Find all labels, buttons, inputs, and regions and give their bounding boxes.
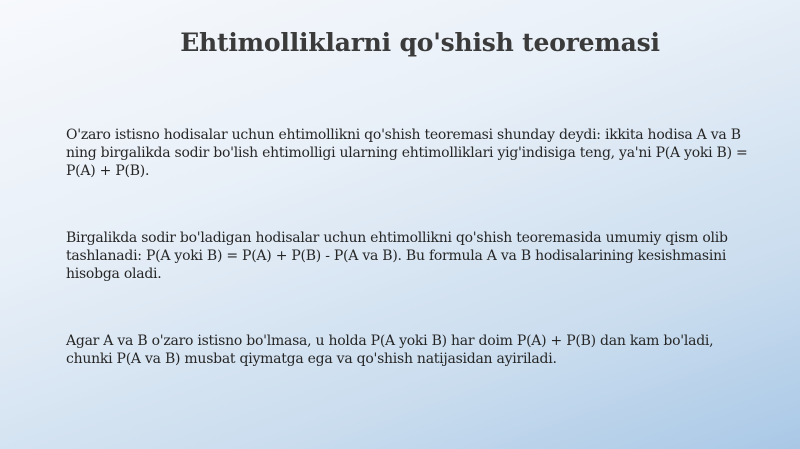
slide-title: Ehtimolliklarni qo'shish teoremasi	[180, 28, 660, 57]
paragraph-mutually-exclusive: O'zaro istisno hodisalar uchun ehtimollikni qo'shish teoremasi shunday deydi: ikkita hodisa A va B ning birgalikda sodir bo'lish ehtimolligi ularning ehtimolliklari yig'indisiga teng, ya'ni P(A yoki B) = P(A) + P(B).	[66, 127, 748, 179]
paragraph-joint-events: Birgalikda sodir bo'ladigan hodisalar uchun ehtimollikni qo'shish teoremasida umumiy qism olib tashlanadi: P(A yoki B) = P(A) + P(B) - P(A va B). Bu formula A va B hodisalarining kesishmasini hisobga oladi.	[66, 230, 728, 282]
paragraph-conclusion: Agar A va B o'zaro istisno bo'lmasa, u holda P(A yoki B) har doim P(A) + P(B) dan kam bo'ladi, chunki P(A va B) musbat qiymatga ega va qo'shish natijasidan ayiriladi.	[66, 333, 714, 367]
